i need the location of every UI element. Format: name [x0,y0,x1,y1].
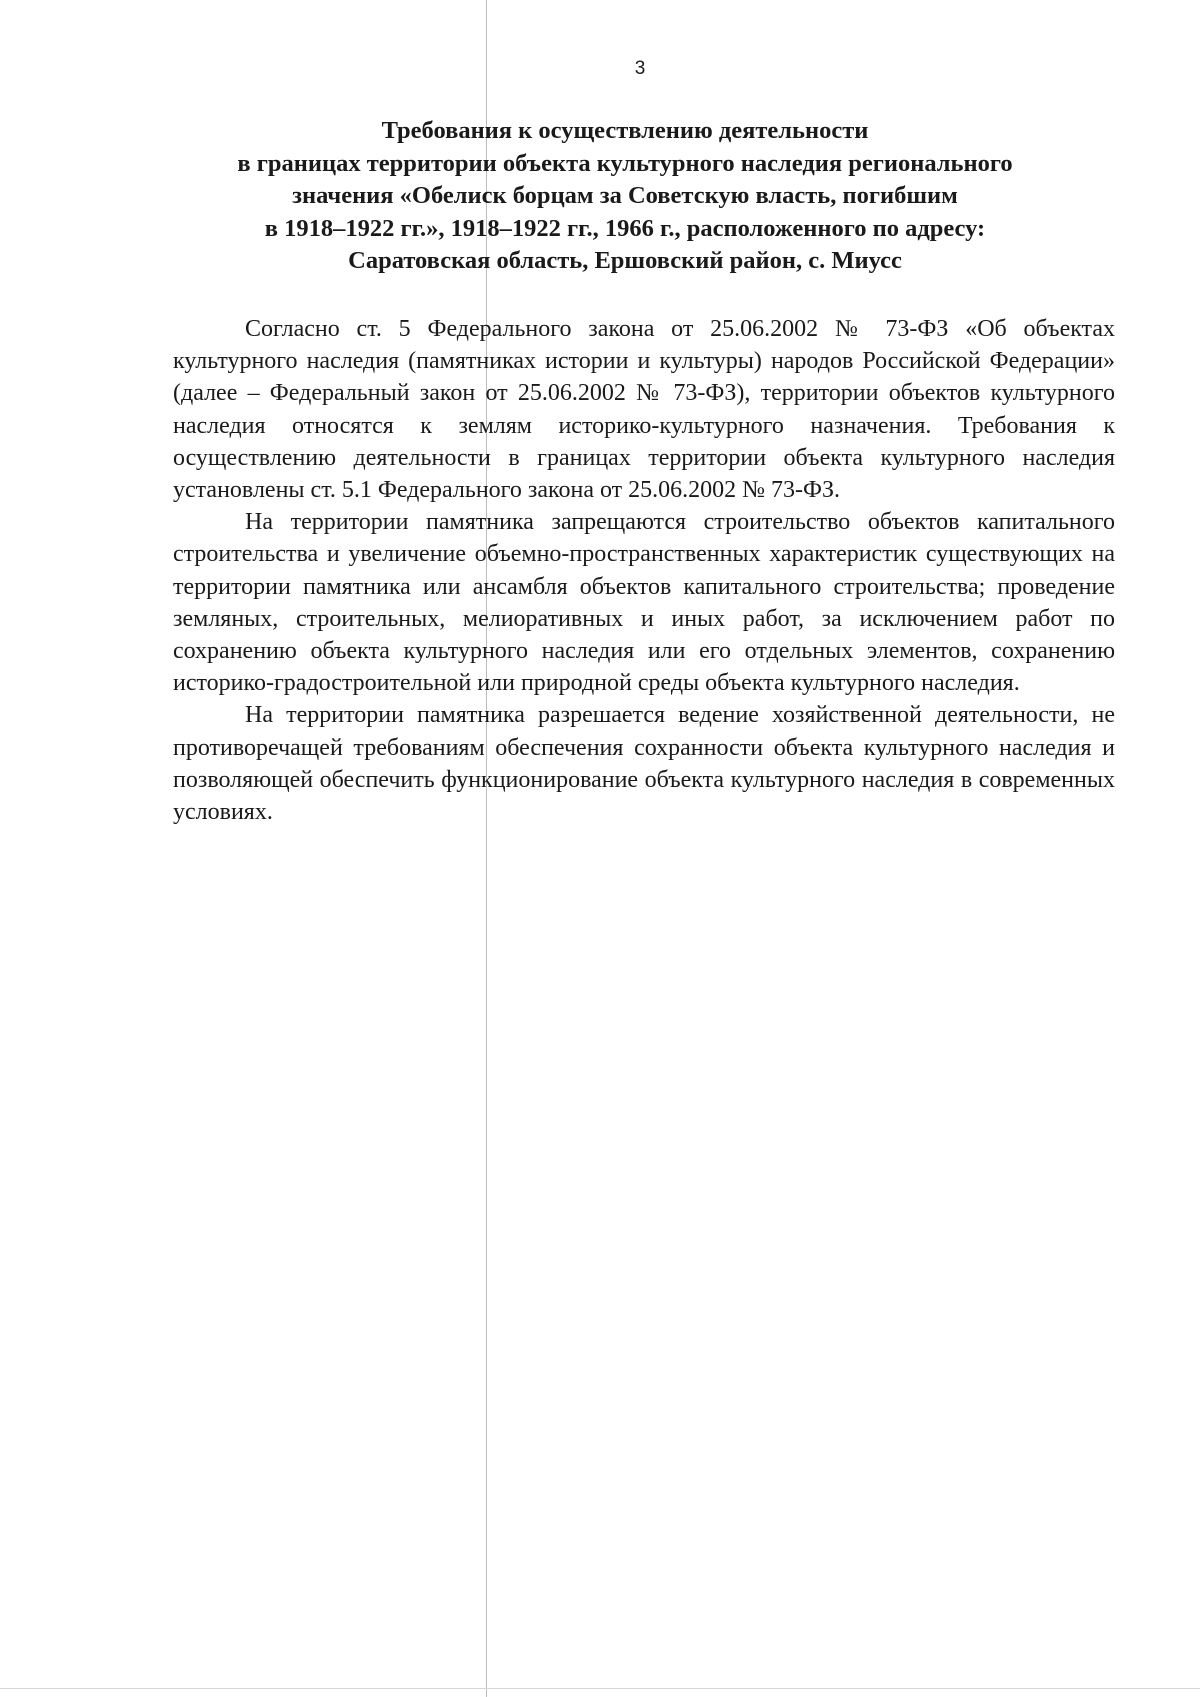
paragraph-prohibitions: На территории памятника запрещаются строительство объектов капитального строительства и увеличение объемно-пространственных характеристик существующих на территории памятника или ансамбля объектов капитального строительства; проведение земляных, строительных, мелиоративных и иных работ, за исключением работ по сохранению объекта культурного наследия или его отдельных элементов, сохранению историко-градостроительной или природной среды объекта культурного наследия. [173,509,1115,697]
title-line: Требования к осуществлению деятельности [381,117,869,144]
title-line: Саратовская область, Ершовский район, с. Миусс [348,247,902,274]
scan-artifact-bottom-line [0,1688,1200,1689]
title-line: в 1918–1922 гг.», 1918–1922 гг., 1966 г., расположенного по адресу: [264,214,986,242]
title-line: значения «Обелиск борцам за Советскую власть, погибшим [292,182,958,209]
page-number: 3 [634,58,646,79]
document-body [173,313,1115,828]
paragraph-legal-basis: Согласно ст. 5 Федерального закона от 25.06.2002 № 73-ФЗ «Об объектах культурного наследия (памятниках истории и культуры) народов Российской Федерации» (далее – Федеральный закон от 25.06.2002 № 73-ФЗ), территории объектов культурного наследия относятся к землям историко-культурного назначения. Требования к осуществлению деятельности в границах территории объекта культурного наследия установлены ст. 5.1 Федерального закона от 25.06.2002 № 73-ФЗ. [173,316,1115,504]
title-line: в границах территории объекта культурного наследия регионального [237,149,1013,177]
paragraph-permissions: На территории памятника разрешается ведение хозяйственной деятельности, не противоречащей требованиям обеспечения сохранности объекта культурного наследия и позволяющей обеспечить функционирование объекта культурного наследия в современных условиях. [173,702,1115,826]
document-title [150,115,1100,278]
